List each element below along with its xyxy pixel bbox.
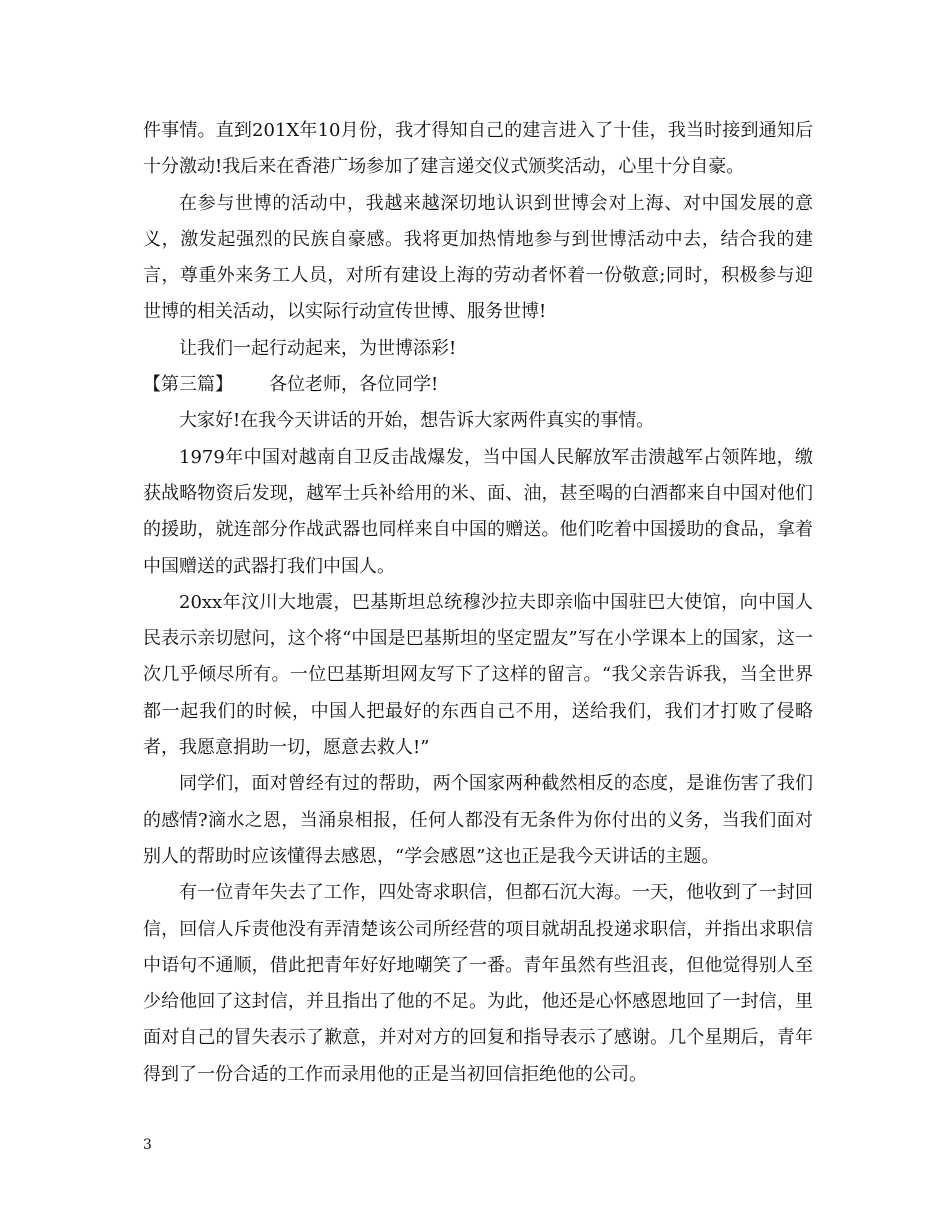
paragraph: 在参与世博的活动中，我越来越深切地认识到世博会对上海、对中国发展的意义，激发起强烈的民族自豪感。我将更加热情地参与到世博活动中去，结合我的建言，尊重外来务工人员，对所有建设上海的劳动者怀着一份敬意;同时，积极参与迎世博的相关活动，以实际行动宣传世博、服务世博!	[143, 192, 813, 323]
document-body	[143, 113, 813, 1093]
paragraph: 1979年中国对越南自卫反击战爆发，当中国人民解放军击溃越军占领阵地，缴获战略物资后发现，越军士兵补给用的米、面、油，甚至喝的白酒都来自中国对他们的援助，就连部分作战武器也同样来自中国的赠送。他们吃着中国援助的食品，拿着中国赠送的武器打我们中国人。	[143, 446, 813, 577]
paragraph: 大家好!在我今天讲话的开始，想告诉大家两件真实的事情。	[179, 410, 655, 432]
section-heading	[143, 367, 813, 403]
paragraph: 让我们一起行动起来，为世博添彩!	[179, 337, 457, 359]
section-tag: 【第三篇】	[143, 374, 233, 396]
page-number: 3	[143, 1137, 152, 1153]
section-greeting: 各位老师，各位同学!	[269, 374, 439, 396]
paragraph: 同学们，面对曾经有过的帮助，两个国家两种截然相反的态度，是谁伤害了我们的感情?滴水之恩，当涌泉相报，任何人都没有无条件为你付出的义务，当我们面对别人的帮助时应该懂得去感恩，“学会感恩”这也正是我今天讲话的主题。	[143, 773, 813, 867]
paragraph: 20xx年汶川大地震，巴基斯坦总统穆沙拉夫即亲临中国驻巴大使馆，向中国人民表示亲切慰问，这个将“中国是巴基斯坦的坚定盟友”写在小学课本上的国家，这一次几乎倾尽所有。一位巴基斯坦网友写下了这样的留言。“我父亲告诉我，当全世界都一起我们的时候，中国人把最好的东西自己不用，送给我们，我们才打败了侵略者，我愿意捐助一切，愿意去救人!”	[143, 591, 813, 759]
paragraph: 件事情。直到201X年10月份，我才得知自己的建言进入了十佳，我当时接到通知后十分激动!我后来在香港广场参加了建言递交仪式颁奖活动，心里十分自豪。	[143, 120, 813, 178]
paragraph: 有一位青年失去了工作，四处寄求职信，但都石沉大海。一天，他收到了一封回信，回信人斥责他没有弄清楚该公司所经营的项目就胡乱投递求职信，并指出求职信中语句不通顺，借此把青年好好地嘲笑了一番。青年虽然有些沮丧，但他觉得别人至少给他回了这封信，并且指出了他的不足。为此，他还是心怀感恩地回了一封信，里面对自己的冒失表示了歉意，并对对方的回复和指导表示了感谢。几个星期后，青年得到了一份合适的工作而录用他的正是当初回信拒绝他的公司。	[143, 882, 813, 1085]
